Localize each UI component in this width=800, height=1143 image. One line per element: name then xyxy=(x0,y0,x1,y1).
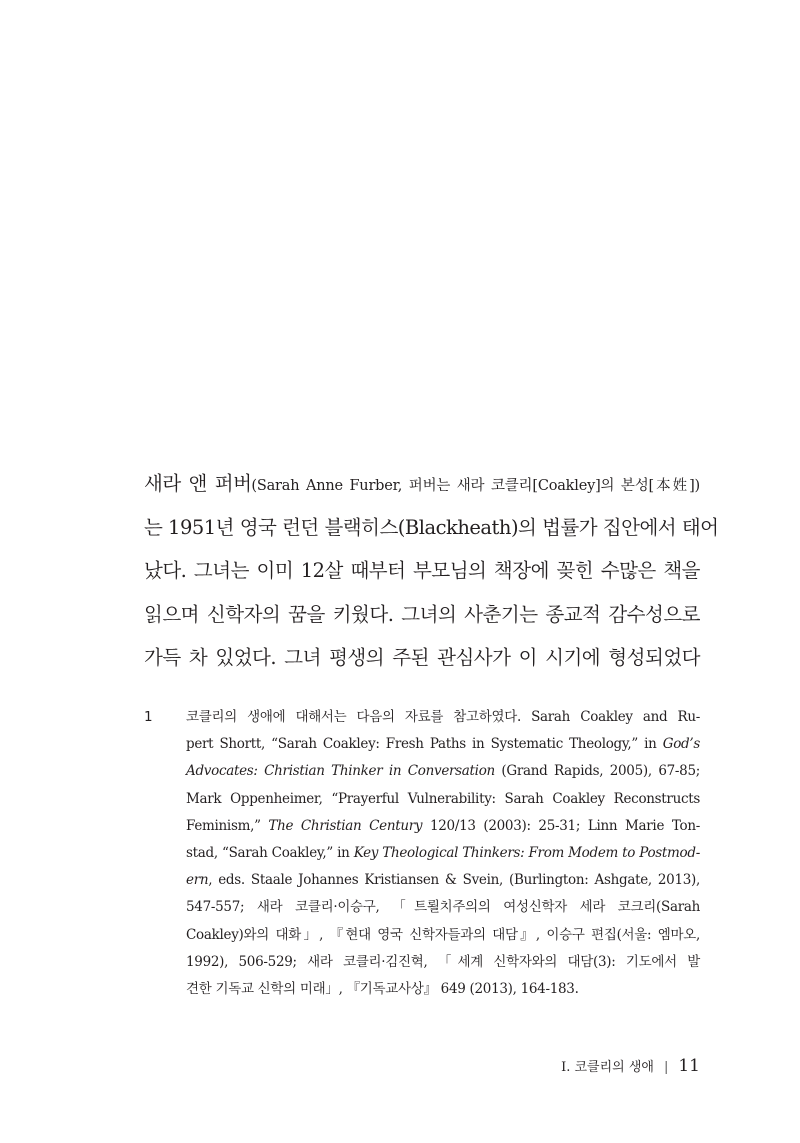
footnote-title: Key Theological Thinkers: From Modem to Postmod- xyxy=(353,844,700,861)
footnote-text xyxy=(186,704,700,1003)
chapter-title: I. 코클리의 생애 xyxy=(561,1060,654,1075)
page-number: 11 xyxy=(678,1056,700,1076)
footnote-title: The Christian Century xyxy=(268,817,423,834)
body-line xyxy=(144,462,700,506)
footnote-title: Advocates: Christian Thinker in Conversation xyxy=(186,763,495,780)
footnote-line xyxy=(186,840,700,867)
footnote-marker: 1 xyxy=(144,709,153,725)
footnote-line: 547-557; 새라 코클리·이승구, 「트뢸치주의의 여성신학자 세라 코크리(Sarah xyxy=(186,899,700,916)
running-footer xyxy=(561,1052,700,1082)
footnote-line xyxy=(186,813,700,840)
footer-separator: | xyxy=(663,1060,669,1075)
body-paragraph xyxy=(144,462,719,680)
footnote-run: 120/13 (2003): 25-31; Linn Marie Ton- xyxy=(422,817,700,834)
footnote-line: Mark Oppenheimer, “Prayerful Vulnerability: Sarah Coakley Reconstructs xyxy=(186,790,700,807)
footnote-line: Coakley)와의 대화」, 『현대 영국 신학자들과의 대담』, 이승구 편집(서울: 엠마오, xyxy=(186,926,700,943)
body-line: 읽으며 신학자의 꿈을 키웠다. 그녀의 사춘기는 종교적 감수성으로 xyxy=(144,602,700,626)
body-line-aside: (Sarah Anne Furber, 퍼버는 새라 코클리[Coakley]의 본성[本姓]) xyxy=(251,478,700,494)
footnote-run: stad, “Sarah Coakley,” in xyxy=(186,844,354,861)
footnote-line: 견한 기독교 신학의 미래」, 『기독교사상』 649 (2013), 164-183. xyxy=(186,980,579,997)
footnote-line xyxy=(186,867,700,894)
footnote-line: 코클리의 생애에 대해서는 다음의 자료를 참고하였다. Sarah Coakley and Ru- xyxy=(186,709,700,725)
footnote-run: (Grand Rapids, 2005), 67-85; xyxy=(494,763,700,780)
footnote-line xyxy=(186,758,700,785)
footnote-run: pert Shortt, “Sarah Coakley: Fresh Paths in Systematic Theology,” in xyxy=(186,736,663,753)
footnote-run: , eds. Staale Johannes Kristiansen & Svein, (Burlington: Ashgate, 2013), xyxy=(208,872,700,889)
footnote-line: 1992), 506-529; 새라 코클리·김진혁, 「세계 신학자와의 대담(3): 기도에서 발 xyxy=(186,953,700,970)
body-line: 났다. 그녀는 이미 12살 때부터 부모님의 책장에 꽂힌 수많은 책을 xyxy=(144,559,700,582)
footnote-title: God’s xyxy=(662,736,700,753)
footnote-title: ern xyxy=(186,872,209,889)
footnote-run: Feminism,” xyxy=(186,817,269,834)
body-line-text: 새라 앤 퍼버 xyxy=(144,472,252,495)
footnote-line xyxy=(186,731,700,758)
body-line: 가득 차 있었다. 그녀 평생의 주된 관심사가 이 시기에 형성되었다 xyxy=(144,646,700,669)
body-line: 는 1951년 영국 런던 블랙히스(Blackheath)의 법률가 집안에서 태어 xyxy=(144,515,719,539)
